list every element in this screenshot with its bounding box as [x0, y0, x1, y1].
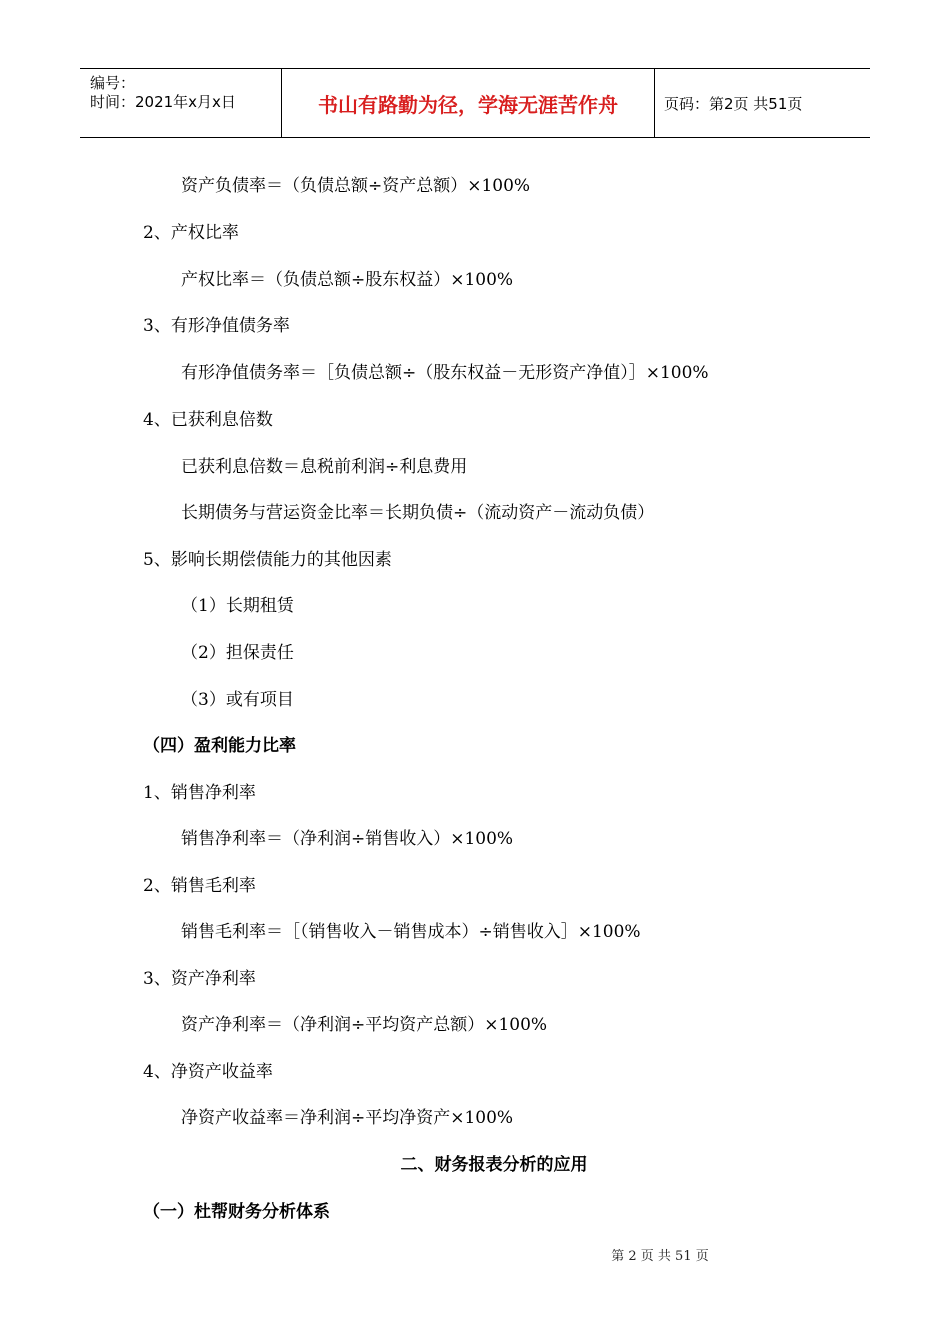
item-heading-other-factors: 5、影响长期偿债能力的其他因素 [143, 550, 392, 570]
item-heading-roe: 4、净资产收益率 [143, 1062, 273, 1082]
formula-net-profit-margin: 销售净利率＝（净利润÷销售收入）×100% [181, 829, 514, 849]
item-heading-tangible-net-debt-ratio: 3、有形净值债务率 [143, 316, 290, 336]
formula-equity-ratio: 产权比率＝（负债总额÷股东权益）×100% [181, 270, 514, 290]
page-footer: 第 2 页 共 51 页 [611, 1249, 709, 1264]
item-heading-roa: 3、资产净利率 [143, 969, 256, 989]
sub-item-contingent: （3）或有项目 [181, 690, 294, 710]
formula-debt-ratio: 资产负债率＝（负债总额÷资产总额）×100% [181, 176, 531, 196]
formula-roe: 净资产收益率＝净利润÷平均净资产×100% [181, 1108, 514, 1128]
document-number-label: 编号： [90, 74, 136, 92]
formula-tangible-net-debt-ratio: 有形净值债务率＝［负债总额÷（股东权益－无形资产净值）］×100% [181, 363, 709, 383]
section-heading-profitability: （四）盈利能力比率 [143, 736, 296, 756]
item-heading-interest-coverage: 4、已获利息倍数 [143, 410, 273, 430]
section-heading-dupont: （一）杜帮财务分析体系 [143, 1202, 330, 1222]
document-date-label: 时间：2021年x月x日 [90, 93, 236, 111]
sub-item-long-term-lease: （1）长期租赁 [181, 596, 294, 616]
item-heading-equity-ratio: 2、产权比率 [143, 223, 239, 243]
item-heading-net-profit-margin: 1、销售净利率 [143, 783, 256, 803]
item-heading-gross-margin: 2、销售毛利率 [143, 876, 256, 896]
formula-long-term-debt-working-capital: 长期债务与营运资金比率＝长期负债÷（流动资产－流动负债） [181, 503, 655, 523]
header-page-info: 页码：第2页 共51页 [664, 94, 803, 113]
header-meta [80, 69, 282, 137]
header-motto: 书山有路勤为径，学海无涯苦作舟 [282, 69, 655, 137]
formula-gross-margin: 销售毛利率＝［（销售收入－销售成本）÷销售收入］×100% [181, 922, 641, 942]
sub-item-guarantee: （2）担保责任 [181, 643, 294, 663]
chapter-heading-application: 二、财务报表分析的应用 [400, 1155, 588, 1175]
formula-roa: 资产净利率＝（净利润÷平均资产总额）×100% [181, 1015, 548, 1035]
formula-interest-coverage: 已获利息倍数＝息税前利润÷利息费用 [181, 457, 468, 477]
page-header [80, 68, 870, 138]
